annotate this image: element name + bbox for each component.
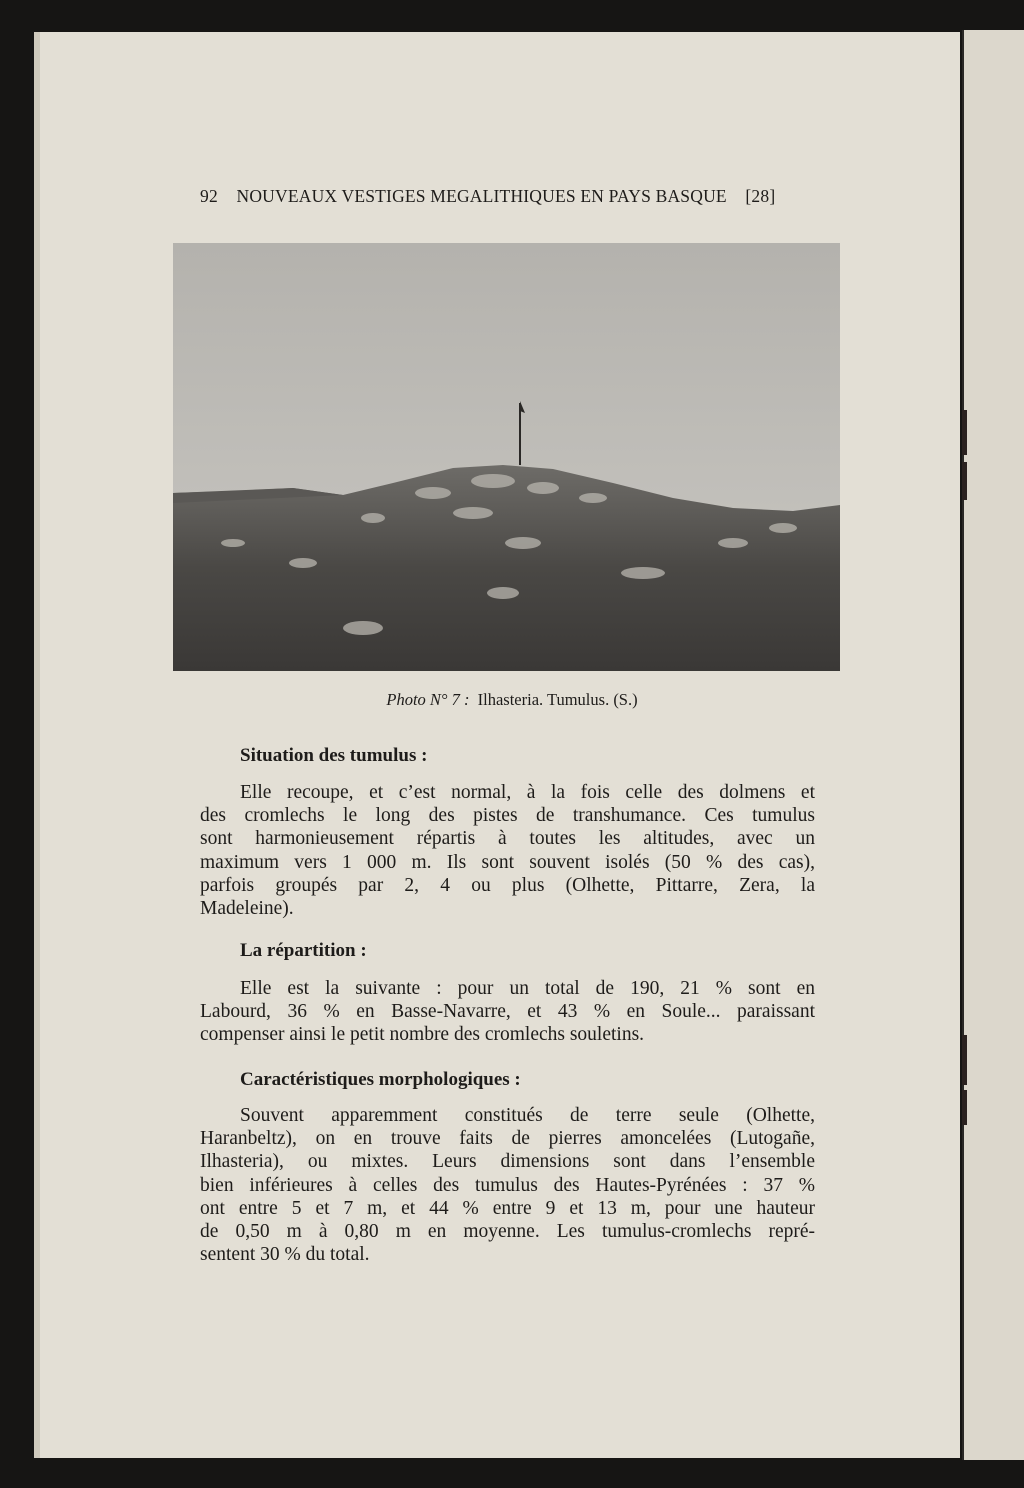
text-line: Ilhasteria), ou mixtes. Leurs dimensions sont dans l’ensemble [200, 1151, 815, 1173]
running-header [200, 186, 820, 207]
facing-page-edge [962, 30, 1024, 1460]
text-line: ont entre 5 et 7 m, et 44 % entre 9 et 13 m, pour une hauteur [200, 1197, 815, 1219]
running-title: NOUVEAUX VESTIGES MEGALITHIQUES EN PAYS BASQUE [236, 186, 727, 206]
tumulus-photo [173, 243, 840, 671]
text-line: compenser ainsi le petit nombre des cromlechs souletins. [200, 1024, 645, 1046]
section-heading: Situation des tumulus : [240, 745, 428, 766]
text-line: maximum vers 1 000 m. Ils sont souvent isolés (50 % des cas), [200, 851, 815, 873]
paragraph [200, 977, 815, 1047]
text-line: sont harmonieusement répartis à toutes les altitudes, avec un [200, 828, 815, 850]
text-line: des cromlechs le long des pistes de transhumance. Ces tumulus [200, 805, 815, 827]
section-heading: La répartition : [240, 940, 367, 961]
page-edge-mark [962, 1035, 967, 1085]
text-line: bien inférieures à celles des tumulus des Hautes-Pyrénées : 37 % [200, 1174, 815, 1196]
text-line: Haranbeltz), on en trouve faits de pierres amoncelées (Lutogañe, [200, 1128, 815, 1150]
page-edge-mark [962, 410, 967, 455]
page-edge-mark [962, 462, 967, 500]
text-line: Elle recoupe, et c’est normal, à la fois celle des dolmens et [240, 782, 815, 803]
photo-caption [0, 690, 1024, 710]
text-line: Madeleine). [200, 898, 294, 920]
text-line: parfois groupés par 2, 4 ou plus (Olhette, Pittarre, Zera, la [200, 874, 815, 896]
text-line: Labourd, 36 % en Basse-Navarre, et 43 % en Soule... paraissant [200, 1001, 815, 1023]
paragraph [200, 1104, 815, 1266]
text-line: sentent 30 % du total. [200, 1244, 370, 1266]
paragraph [200, 781, 815, 920]
page-number: 92 [200, 186, 218, 206]
caption-label: Photo N° 7 : [386, 690, 470, 709]
text-line: de 0,50 m à 0,80 m en moyenne. Les tumulus-cromlechs repré- [200, 1221, 815, 1243]
page-edge-mark [962, 1090, 967, 1125]
caption-text: Ilhasteria. Tumulus. (S.) [477, 690, 638, 709]
section-ref: [28] [745, 186, 776, 206]
section-heading: Caractéristiques morphologiques : [240, 1069, 521, 1090]
text-line: Souvent apparemment constitués de terre seule (Olhette, [240, 1105, 815, 1126]
text-line: Elle est la suivante : pour un total de 190, 21 % sont en [240, 978, 815, 999]
